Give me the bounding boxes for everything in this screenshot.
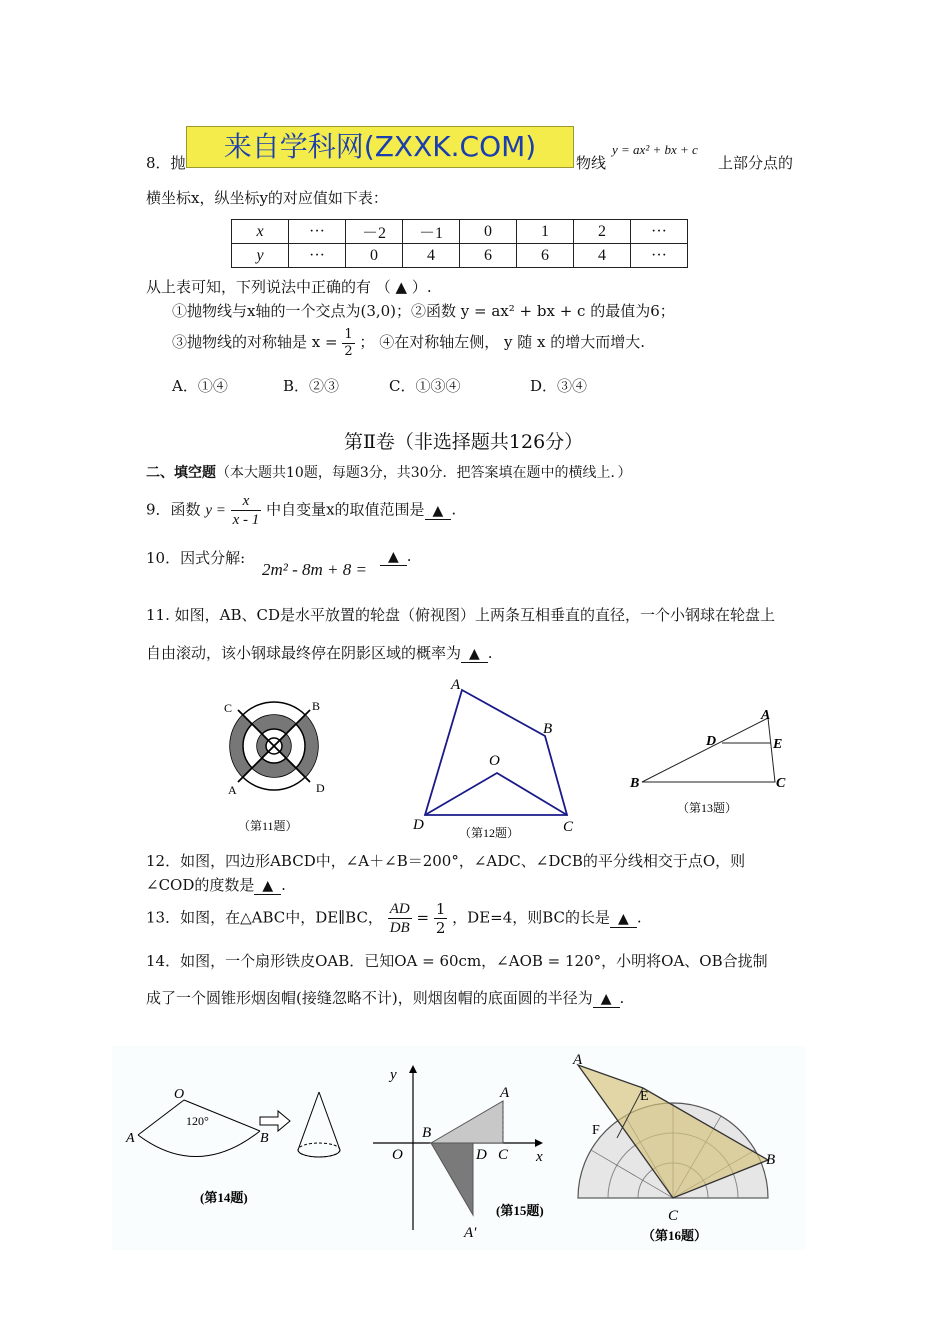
section2-desc: （本大题共10题，每题3分，共30分．把答案填在题中的横线上．） — [216, 465, 632, 481]
table-cell: 0 — [460, 220, 517, 244]
table-cell: y — [232, 244, 289, 268]
figure-14 — [118, 1080, 368, 1210]
fig12-label-c: C — [563, 819, 574, 835]
option-b: B．②③ — [283, 377, 340, 395]
answer-blank[interactable]: ▲ — [593, 991, 620, 1008]
figure-15 — [368, 1055, 568, 1245]
q11-line2 — [146, 642, 493, 663]
value-table — [231, 219, 688, 268]
table-cell: －1 — [403, 220, 460, 244]
table-cell: 1 — [517, 220, 574, 244]
fig16-label-b: B — [766, 1152, 776, 1168]
table-cell: ··· — [289, 244, 346, 268]
table-cell: x — [232, 220, 289, 244]
fig13-label-a: A — [761, 708, 771, 723]
fraction-denominator: x - 1 — [232, 512, 260, 528]
q11-end: . — [487, 644, 493, 662]
fig16-label-a: A — [573, 1052, 583, 1068]
q9-lead: 9．函数 — [146, 500, 201, 519]
fraction-numerator: x — [231, 492, 262, 511]
fig15-caption: (第15题) — [496, 1203, 544, 1218]
table-cell: 2 — [574, 220, 631, 244]
q13-tail: ，DE=4，则BC的长是 — [452, 908, 611, 927]
fig15-label-b: B — [422, 1125, 432, 1141]
fraction-denominator: 2 — [435, 919, 446, 937]
fig16-label-f: F — [592, 1123, 600, 1138]
figure-12 — [405, 675, 590, 845]
fig13-label-b: B — [630, 776, 640, 791]
figure-13 — [625, 703, 800, 823]
table-row — [232, 220, 688, 244]
fraction — [231, 492, 262, 529]
fig13-label-e: E — [773, 737, 783, 752]
q12-text: ∠COD的度数是 — [146, 876, 255, 894]
q8-mid: 物线 — [576, 154, 607, 172]
table-cell: 4 — [403, 244, 460, 268]
q9 — [146, 492, 456, 529]
fraction-numerator: AD — [389, 901, 410, 917]
fig12-caption: （第12题） — [459, 826, 520, 840]
fig12-label-a: A — [451, 677, 461, 693]
q13-end: . — [636, 908, 642, 927]
section2-header — [146, 462, 632, 482]
fig15-label-d: D — [476, 1147, 487, 1163]
fig15-label-a-prime: A′ — [464, 1225, 477, 1241]
fig15-label-y: y — [390, 1067, 397, 1083]
fig12-label-b: B — [543, 721, 553, 737]
q10-blank-wrap — [380, 547, 412, 566]
fig15-label-c: C — [498, 1147, 509, 1163]
fig14-label-b: B — [260, 1131, 269, 1146]
q14-end: . — [619, 989, 625, 1007]
fraction — [388, 900, 412, 937]
table-cell: ··· — [289, 220, 346, 244]
q11-text: 自由滚动，该小钢球最终停在阴影区域的概率为 — [146, 644, 462, 662]
fig14-label-a: A — [126, 1131, 135, 1146]
fraction-numerator: 1 — [435, 900, 446, 918]
q8-formula: y = ax² + bx + c — [612, 142, 698, 157]
option-c: C．①③④ — [389, 377, 461, 395]
fig11-label-a: A — [228, 783, 237, 797]
q8-s3-tail: ； ④在对称轴左侧， y 随 x 的增大而增大. — [359, 333, 645, 352]
fig12-label-d: D — [413, 817, 424, 833]
table-cell: 6 — [460, 244, 517, 268]
table-cell: 6 — [517, 244, 574, 268]
table-row — [232, 244, 688, 268]
fig16-label-c: C — [668, 1208, 679, 1224]
q14-text: 成了一个圆锥形烟囱帽(接缝忽略不计)，则烟囱帽的底面圆的半径为 — [146, 989, 593, 1007]
figure-16 — [568, 1050, 788, 1245]
q14-line2 — [146, 987, 624, 1008]
figure-11 — [212, 694, 342, 834]
answer-blank[interactable]: ▲ — [380, 549, 407, 566]
q10-formula: 2m² - 8m + 8 = — [262, 560, 368, 579]
q8-question: 从上表可知，下列说法中正确的有 （ ▲ ）. — [146, 278, 432, 296]
q9-y: y = — [205, 502, 226, 519]
table-cell: ··· — [631, 244, 688, 268]
q13 — [146, 900, 642, 937]
fig13-label-c: C — [776, 776, 786, 791]
fraction-numerator: 1 — [344, 327, 353, 342]
fig11-caption: （第11题） — [238, 819, 298, 833]
fig15-label-x: x — [536, 1149, 543, 1165]
q13-lead: 13．如图，在△ABC中，DE∥BC， — [146, 908, 383, 927]
fig14-caption: (第14题) — [200, 1190, 248, 1205]
table-cell: 4 — [574, 244, 631, 268]
answer-blank[interactable]: ▲ — [461, 646, 488, 663]
answer-blank[interactable]: ▲ — [425, 503, 452, 520]
q8-statement-3 — [172, 327, 645, 359]
fig11-label-c: C — [224, 701, 233, 715]
fig11-label-d: D — [316, 781, 325, 795]
q9-tail: 中自变量x的取值范围是 — [266, 500, 425, 519]
q12-line2 — [146, 874, 286, 895]
watermark-banner: 来自学科网(ZXXK.COM) — [186, 126, 574, 168]
option-d: D．③④ — [530, 377, 588, 395]
q12-line1: 12．如图，四边形ABCD中，∠A＋∠B＝200°，∠ADC、∠DCB的平分线相交于点O，则 — [146, 852, 746, 870]
q8-lead: 8．抛 — [146, 154, 186, 172]
fig11-label-b: B — [312, 699, 321, 713]
fig15-label-o: O — [392, 1147, 403, 1163]
section2-label: 二、填空题 — [146, 465, 216, 481]
fig12-label-o: O — [489, 753, 500, 769]
fig16-label-e: E — [640, 1089, 649, 1104]
q8-s3-lead: ③抛物线的对称轴是 x = — [172, 333, 338, 352]
fraction — [342, 327, 354, 359]
table-cell: 0 — [346, 244, 403, 268]
q14-line1: 14．如图，一个扇形铁皮OAB．已知OA = 60cm，∠AOB = 120°，小明将OA、OB合拢制 — [146, 952, 768, 970]
q8-tail: 上部分点的 — [718, 154, 794, 172]
q12-end: . — [281, 876, 286, 894]
table-cell: ··· — [631, 220, 688, 244]
q11-line1: 11. 如图，AB、CD是水平放置的轮盘（俯视图）上两条互相垂直的直径，一个小钢球在轮盘上 — [146, 606, 775, 624]
answer-blank[interactable]: ▲ — [610, 911, 637, 928]
option-a: A．①④ — [172, 377, 228, 395]
fraction-denominator: 2 — [344, 343, 353, 359]
fraction-denominator: DB — [389, 920, 410, 936]
fig14-label-angle: 120° — [186, 1114, 209, 1128]
q8-statement-1: ①抛物线与x轴的一个交点为(3,0)；②函数 y = ax² + bx + c 的最值为6； — [172, 302, 675, 320]
answer-blank[interactable]: ▲ — [254, 878, 281, 895]
fraction — [434, 900, 448, 937]
fig13-label-d: D — [706, 734, 717, 749]
q8-line2: 横坐标x，纵坐标y的对应值如下表： — [146, 189, 388, 207]
q9-end: . — [451, 500, 457, 519]
fig15-label-a: A — [500, 1085, 510, 1101]
table-cell: －2 — [346, 220, 403, 244]
q10-end: . — [406, 547, 412, 565]
fig13-caption: （第13题） — [677, 801, 738, 815]
q10-lead: 10．因式分解: — [146, 549, 246, 567]
fig14-label-o: O — [174, 1087, 185, 1102]
fig16-caption: （第16题） — [642, 1228, 708, 1243]
part2-title: 第Ⅱ卷（非选择题共126分） — [344, 431, 584, 453]
q13-eq: = — [416, 908, 430, 927]
